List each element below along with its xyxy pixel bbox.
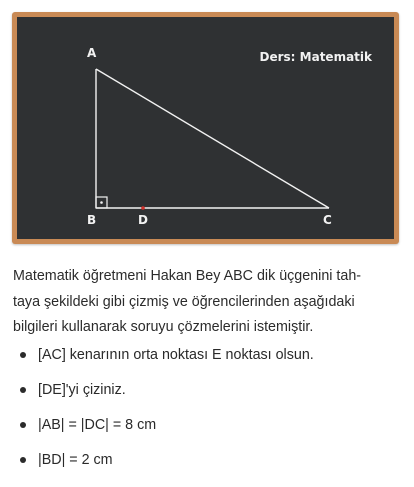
problem-line: Matematik öğretmeni Hakan Bey ABC dik üçgenini tah- [13,268,362,284]
label-a: A [87,46,97,60]
list-item-text: |BD| = 2 cm [38,452,113,468]
bullet-icon [20,387,26,393]
list-item [20,447,400,482]
list-item [20,342,400,377]
problem-line: bilgileri kullanarak soruyu çözmelerini istemiştir. [13,319,314,335]
problem-text [13,264,403,341]
label-d: D [138,213,149,227]
list-item-text: |AB| = |DC| = 8 cm [38,417,157,433]
right-angle-dot [100,201,103,204]
list-item-text: [DE]'yi çiziniz. [38,382,126,398]
list-item [20,412,400,447]
chalkboard-frame [12,12,399,244]
bullet-icon [20,352,26,358]
list-item-text: [AC] kenarının orta noktası E noktası olsun. [38,347,314,363]
subject-label: Ders: Matematik [259,50,372,64]
side-ac [96,69,329,208]
given-info-list [20,342,400,482]
label-c: C [323,213,333,227]
label-b: B [87,213,97,227]
bullet-icon [20,457,26,463]
bullet-icon [20,422,26,428]
point-d-marker [141,206,145,210]
list-item [20,377,400,412]
problem-line: taya şekildeki gibi çizmiş ve öğrencilerinden aşağıdaki [13,293,355,310]
chalkboard [17,17,394,239]
